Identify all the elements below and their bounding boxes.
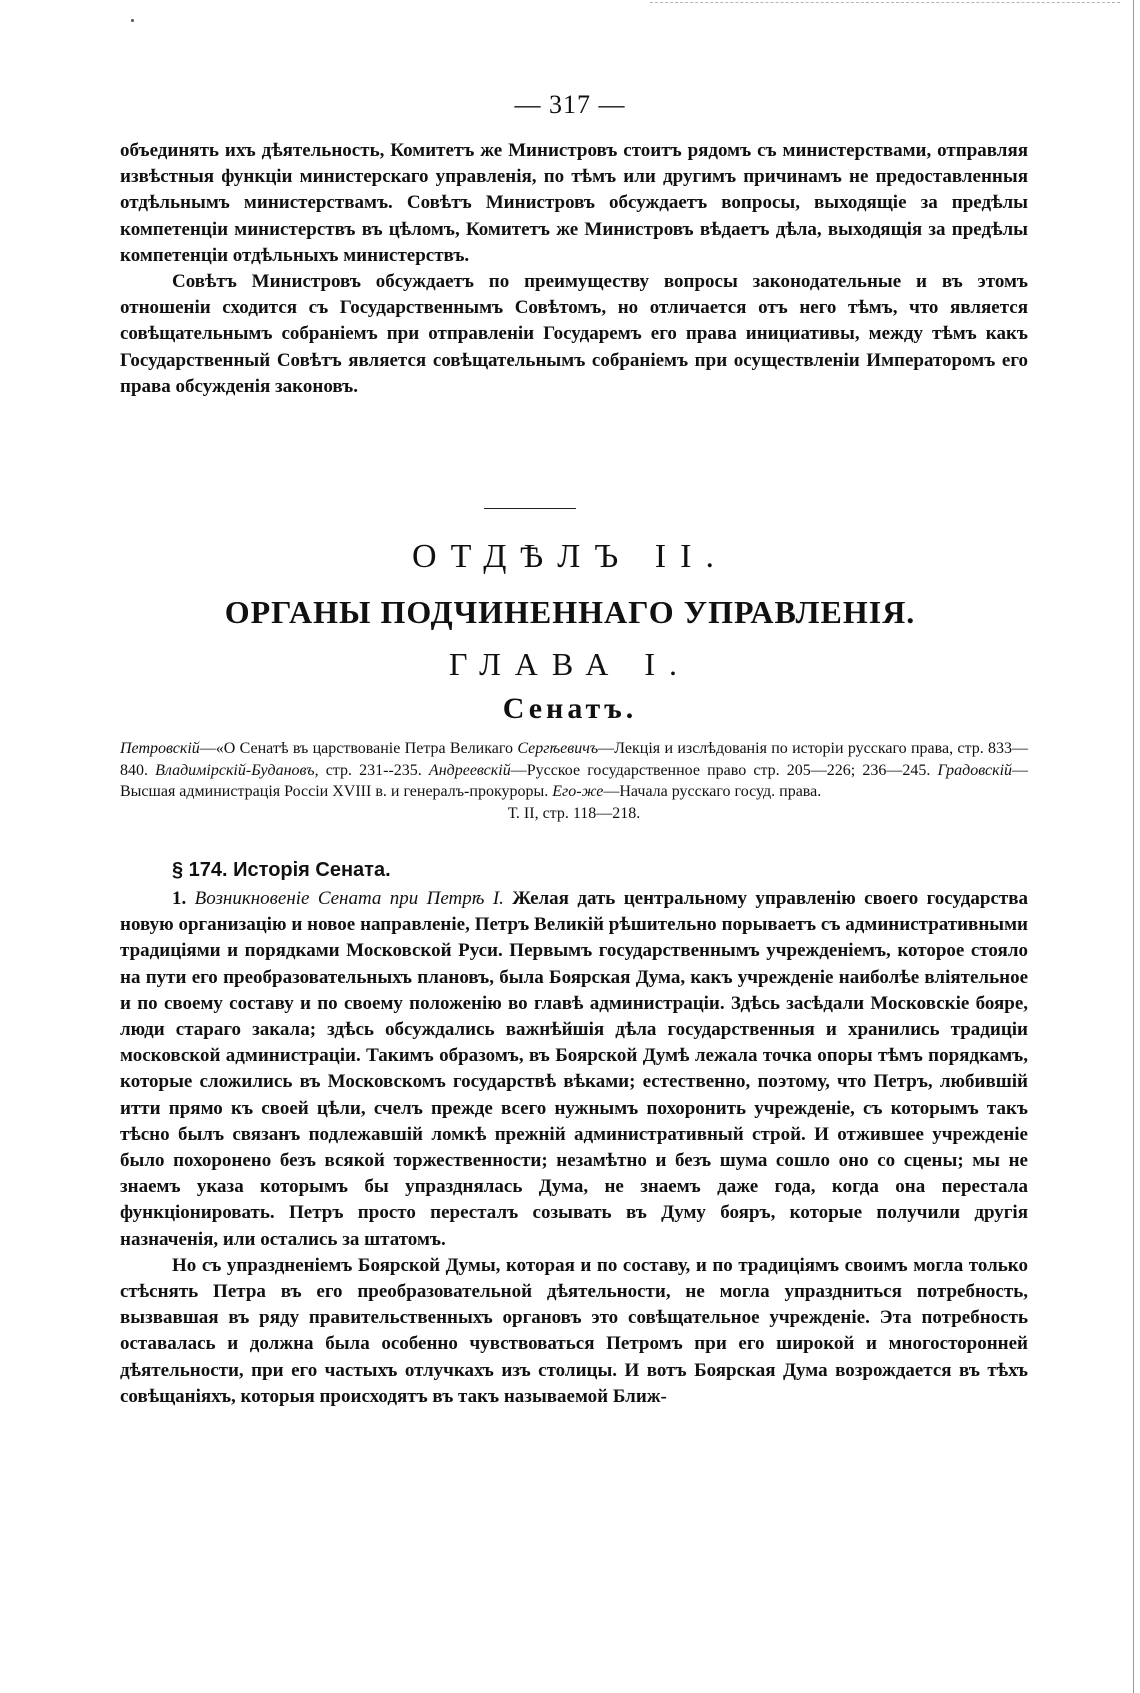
bib-author: Андреевскій [428, 761, 511, 779]
bib-author: Владимірскій-Будановъ [155, 761, 315, 779]
bibliography [120, 738, 1028, 824]
scan-speck [131, 19, 134, 22]
body-paragraph-1-text: Желая дать центральному управленію своего государства новую организацію и новое направленіе, Петръ Великій рѣшительно порываетъ съ административными традиціями и порядками Московской Руси. Первымъ государственнымъ учрежденіемъ, которое стояло на пути его преобразовательныхъ плановъ, была Боярская Дума, какъ учрежденіе наиболѣе вліятельное и по своему составу и по своему положенію во главѣ администраціи. Здѣсь засѣдали Московскіе бояре, люди стараго закала; здѣсь обсуждались важнѣйшія дѣла государственныя и хранились традиціи московской администраціи. Такимъ образомъ, въ Боярской Думѣ лежала точка опоры тѣмъ порядкамъ, которые сложились въ Московскомъ государствѣ вѣками; естественно, поэтому, что Петръ, любившій итти прямо къ своей цѣли, счелъ прежде всего нужнымъ похоронить учрежденіе, съ которымъ такъ тѣсно былъ связанъ подлежавшій ломкѣ прежній административный строй. И отжившее учрежденіе было похоронено безъ всякой торжественности; незамѣтно и безъ шума сошло оно со сцены; мы не знаемъ указа которымъ бы упразднялась Дума, не знаемъ даже года, когда она перестала функціонировать. Петръ просто пересталъ созывать въ Думу бояръ, которые получили другія назначенія, или остались за штатомъ. [120, 888, 1029, 1250]
top-paragraph-2: Совѣтъ Министровъ обсуждаетъ по преимуществу вопросы законодательные и въ этомъ отношеніи сходится съ Государственнымъ Совѣтомъ, но отличается отъ него тѣмъ, что является совѣщательнымъ собраніемъ при отправленіи Государемъ его права инициативы, между тѣмъ какъ Государственный Совѣтъ является совѣщательнымъ собраніемъ при осуществленіи Императоромъ его права обсужденія законовъ. [120, 271, 1028, 397]
scan-edge-top [650, 2, 1120, 4]
bib-author: Петровскій [120, 740, 200, 757]
bib-author: Сергѣевичъ [517, 740, 599, 757]
top-text-block [120, 138, 1028, 400]
bib-work: —«О Сенатѣ въ царствованіе Петра Великаго [199, 740, 518, 757]
bib-work: —Высшая администрація Россіи XVIII в. и генералъ-прокуроры. [120, 761, 1029, 800]
chapter-title: ГЛАВА I. [449, 646, 691, 682]
section-title: ОТДѢЛЪ II. [412, 538, 728, 575]
scan-edge-right [1133, 0, 1134, 1693]
bib-work: —Лекція и изслѣдованія по исторіи русскаго права, стр. 833—840. [120, 740, 1029, 779]
bibliography-entries [120, 738, 1028, 803]
part-title: ОРГАНЫ ПОДЧИНЕННАГО УПРАВЛЕНІЯ. [224, 594, 916, 630]
body-text-block [120, 886, 1028, 1410]
bib-work: —Русское государственное право стр. 205—226; 236—245. [510, 761, 938, 779]
bib-work: —Начала русскаго госуд. права. [603, 783, 822, 800]
bibliography-last-line: Т. II, стр. 118—218. [507, 804, 641, 822]
bib-work: , стр. 231--235. [314, 761, 429, 779]
paragraph-heading: § 174. Исторія Сената. [172, 859, 391, 881]
body-paragraph-1 [120, 886, 1028, 1253]
bib-author: Градовскій [937, 761, 1013, 779]
top-paragraph-1: объединять ихъ дѣятельность, Комитетъ же Министровъ стоитъ рядомъ съ министерствами, отправляя извѣстныя функціи министерскаго управленія, по тѣмъ или другимъ причинамъ не предоставленныя отдѣльнымъ министерствамъ. Совѣтъ Министровъ обсуждаетъ вопросы, выходящіе за предѣлы компетенціи министерствъ въ цѣломъ, Комитетъ же Министровъ вѣдаетъ дѣла, выходящія за предѣлы компетенціи отдѣльныхъ министерствъ. [120, 140, 1028, 266]
body-paragraph-1-subtitle: Возникновеніе Сената при Петрѣ I. [194, 888, 504, 909]
bib-author: Его-же [552, 783, 604, 800]
section-divider [484, 508, 576, 509]
body-paragraph-1-lead: 1. [172, 888, 195, 909]
body-paragraph-2: Но съ упраздненіемъ Боярской Думы, которая и по составу, и по традиціямъ своимъ могла только стѣснять Петра въ его преобразовательной дѣятельности, не могла упраздниться потребность, вызвавшая въ ряду правительственныхъ органовъ это совѣщательное учрежденіе. Эта потребность оставалась и должна была особенно чувствоваться Петромъ при его широкой и многосторонней дѣятельности, при его частыхъ отлучкахъ изъ столицы. И вотъ Боярская Дума возрождается въ тѣхъ совѣщаніяхъ, которыя происходятъ въ такъ называемой Ближ- [120, 1254, 1028, 1407]
senate-title: Сенатъ. [502, 692, 638, 725]
page-number: — 317 — [514, 90, 626, 119]
